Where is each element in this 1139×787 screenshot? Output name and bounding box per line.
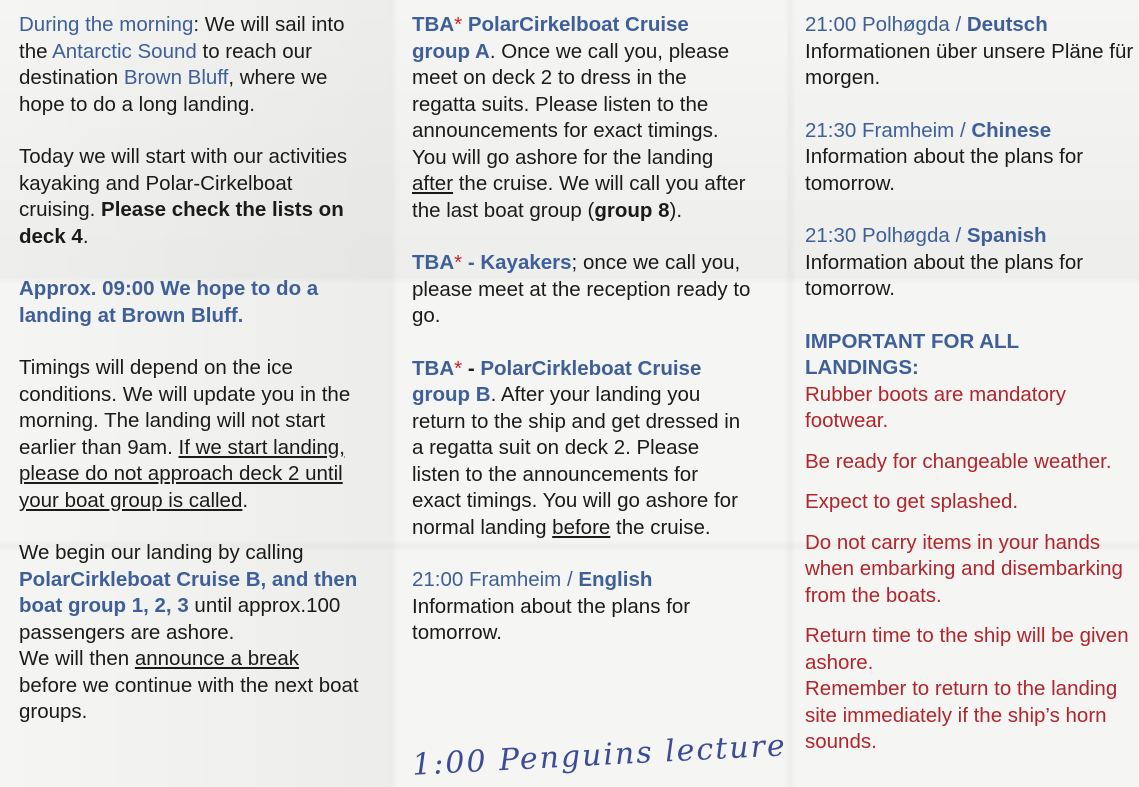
text: to reach our destination [19, 39, 312, 89]
kayakers-section [412, 250, 752, 330]
rule-horn: Remember to return to the landing site immediately if the ship’s horn sounds. [805, 677, 1118, 753]
tba-label: TBA [412, 13, 455, 36]
text: . After your landing you return to the ship and get dressed in a regatta suit on deck 2. Please listen to the announcements for exact timings. You will go ashore for normal landing [412, 383, 741, 539]
cruise-b-title: PolarCirkleboat Cruise group B [412, 356, 702, 406]
rule-hands-free: Do not carry items in your hands when embarking and disembarking from the boats. [805, 530, 1123, 607]
handwritten-note: 1:00 Penguins lecture [411, 728, 788, 783]
landing-order-paragraph [19, 540, 359, 726]
rule-weather: Be ready for changeable weather. [805, 449, 1112, 473]
deutsch-text: Informationen über unsere Pläne für morgen. [805, 39, 1134, 89]
text: : We will sail into the [19, 13, 345, 63]
text: the cruise. [610, 515, 711, 539]
text: . [242, 488, 249, 512]
chinese-lang: Chinese [971, 118, 1052, 142]
text: , where we hope to do a long landing. [19, 66, 328, 116]
morning-label: During the morning [19, 13, 194, 36]
chinese-info-section [805, 118, 1135, 198]
english-lang: English [578, 568, 653, 591]
deutsch-time: 21:00 Polhøgda / [805, 13, 967, 36]
english-info-section [412, 567, 752, 647]
cruise-a-section [412, 12, 752, 224]
asterisk: * [454, 13, 463, 36]
deutsch-lang: Deutsch [966, 13, 1048, 36]
spanish-lang: Spanish [966, 224, 1047, 247]
timings-paragraph [19, 355, 359, 514]
kayakers-title: - Kayakers [462, 251, 572, 274]
check-lists-note: Please check the lists on deck 4 [19, 198, 344, 248]
tba-label: TBA [412, 251, 455, 274]
chinese-text: Information about the plans for tomorrow. [805, 145, 1084, 195]
antarctic-sound-label: Antarctic Sound [52, 39, 197, 63]
group-8-label: group 8 [594, 198, 670, 222]
text: the cruise. We will call you after the last boat group ( [412, 172, 746, 222]
text: We begin our landing by calling [19, 541, 304, 564]
intro-paragraph [19, 12, 359, 118]
rule-splashed: Expect to get splashed. [805, 490, 1019, 513]
text: until approx.100 passengers are ashore. [19, 594, 341, 644]
activities-paragraph [19, 144, 359, 250]
asterisk: * [454, 356, 463, 380]
chinese-time: 21:30 Framheim / [805, 118, 972, 142]
rule-rubber-boots: Rubber boots are mandatory footwear. [805, 382, 1066, 432]
spanish-text: Information about the plans for tomorrow. [805, 250, 1084, 300]
important-heading: IMPORTANT FOR ALL LANDINGS: [805, 329, 1019, 379]
text: Timings will depend on the ice conditions. We will update you in the morning. The landing will not start earlier than 9am. [19, 356, 351, 459]
cruise-b-section [412, 356, 752, 542]
spanish-info-section [805, 223, 1135, 303]
column-middle [412, 12, 752, 647]
english-text: Information about the plans for tomorrow. [412, 594, 691, 644]
after-word: after [412, 172, 454, 195]
text: ). [669, 198, 683, 222]
landing-heading: Approx. 09:00 We hope to do a landing at Brown Bluff. [19, 277, 319, 327]
text: before we continue with the next boat groups. [19, 673, 359, 723]
before-word: before [552, 515, 611, 539]
tba-label: TBA [412, 356, 455, 380]
text: . [82, 224, 89, 248]
brown-bluff-label: Brown Bluff [123, 66, 229, 89]
column-right [805, 12, 1135, 756]
dash: - [462, 356, 481, 380]
deutsch-info-section [805, 12, 1135, 92]
spanish-time: 21:30 Polhøgda / [805, 224, 967, 247]
text: . Once we call you, please meet on deck 2 to dress in the regatta suits. Please listen to the announcements for exact timings. You will go ashore for the landing [412, 39, 730, 169]
asterisk: * [454, 251, 463, 274]
cruise-a-title: PolarCirkelboat Cruise group A [412, 13, 689, 63]
group-order: PolarCirkleboat Cruise B, and then boat group 1, 2, 3 [19, 567, 358, 617]
break-note: announce a break [134, 647, 299, 670]
english-time: 21:00 Framheim / [412, 568, 579, 591]
text: We will then [19, 647, 135, 670]
text: ; once we call you, please meet at the reception ready to go. [412, 251, 751, 327]
rule-return-time: Return time to the ship will be given ashore. [805, 624, 1129, 674]
text: Today we will start with our activities kayaking and Polar-Cirkelboat cruising. [19, 145, 348, 221]
column-left [19, 12, 359, 726]
deck-warning: If we start landing, please do not approach deck 2 until your boat group is called [19, 435, 345, 512]
